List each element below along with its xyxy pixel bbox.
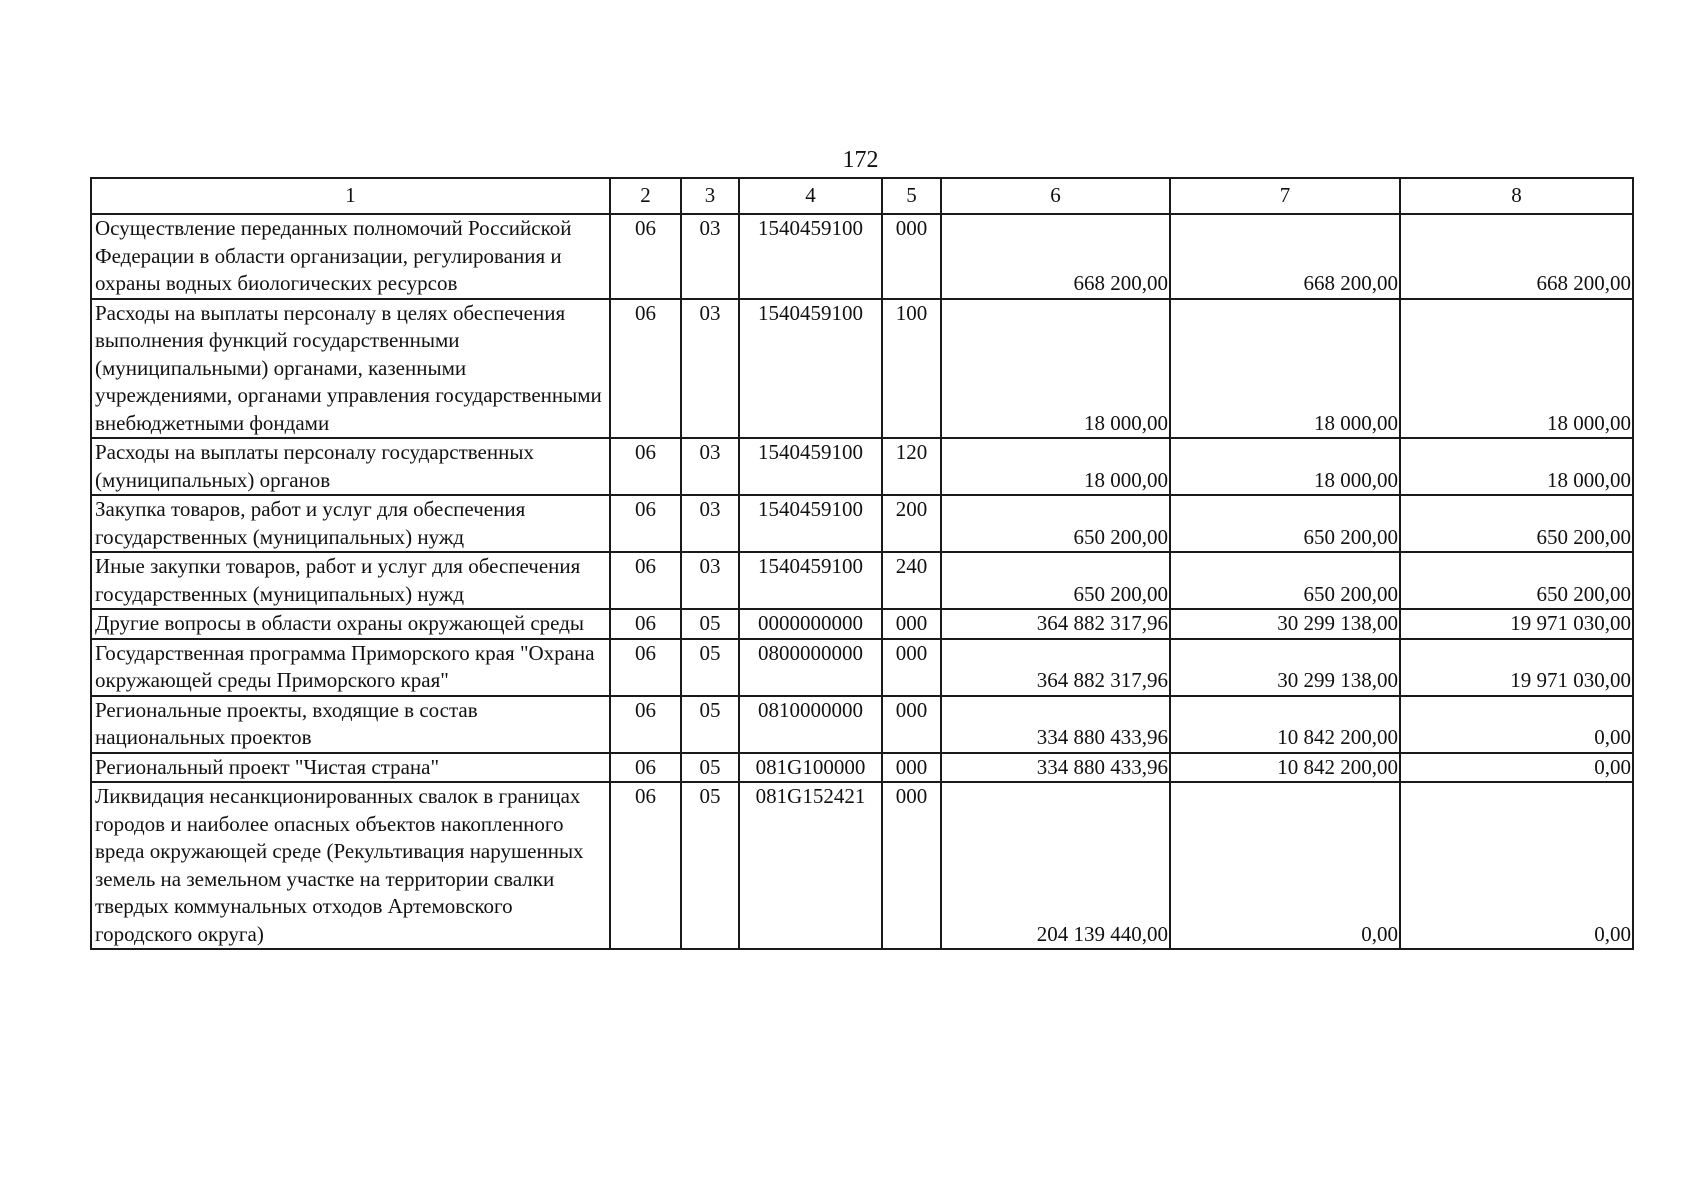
row-name-cell: Другие вопросы в области охраны окружающей среды	[91, 609, 610, 639]
row-name-cell: Иные закупки товаров, работ и услуг для обеспечения государственных (муниципальных) нужд	[91, 552, 610, 609]
row-amount-col7-cell: 18 000,00	[1170, 438, 1400, 495]
row-amount-col6-cell: 650 200,00	[941, 552, 1170, 609]
row-amount-col7-cell: 650 200,00	[1170, 552, 1400, 609]
row-amount-col6-cell: 204 139 440,00	[941, 782, 1170, 949]
row-amount-col6-cell: 18 000,00	[941, 438, 1170, 495]
row-subsection-cell: 03	[681, 214, 739, 299]
row-target-code-cell: 1540459100	[739, 299, 882, 439]
table-row	[91, 438, 1633, 495]
row-expense-type-cell: 000	[882, 782, 941, 949]
row-name-cell: Региональные проекты, входящие в состав национальных проектов	[91, 696, 610, 753]
row-name-cell: Расходы на выплаты персоналу в целях обеспечения выполнения функций государственными (муниципальными) органами, казенными учреждениями, органами управления государственными внебюджетными фондами	[91, 299, 610, 439]
row-expense-type-cell: 000	[882, 639, 941, 696]
row-amount-col6-cell: 364 882 317,96	[941, 609, 1170, 639]
row-amount-col8-cell: 650 200,00	[1400, 495, 1633, 552]
row-target-code-cell: 0000000000	[739, 609, 882, 639]
table-row	[91, 299, 1633, 439]
header-cell-6: 6	[941, 178, 1170, 214]
row-amount-col6-cell: 334 880 433,96	[941, 696, 1170, 753]
row-amount-col8-cell: 19 971 030,00	[1400, 639, 1633, 696]
budget-table	[90, 177, 1634, 950]
table-row	[91, 782, 1633, 949]
row-subsection-cell: 05	[681, 696, 739, 753]
row-expense-type-cell: 000	[882, 214, 941, 299]
row-section-cell: 06	[610, 495, 681, 552]
row-amount-col8-cell: 18 000,00	[1400, 438, 1633, 495]
table-row	[91, 552, 1633, 609]
header-cell-5: 5	[882, 178, 941, 214]
row-amount-col6-cell: 650 200,00	[941, 495, 1170, 552]
row-amount-col7-cell: 30 299 138,00	[1170, 609, 1400, 639]
row-amount-col7-cell: 30 299 138,00	[1170, 639, 1400, 696]
row-subsection-cell: 03	[681, 299, 739, 439]
row-amount-col8-cell: 0,00	[1400, 782, 1633, 949]
row-target-code-cell: 1540459100	[739, 552, 882, 609]
row-amount-col8-cell: 0,00	[1400, 753, 1633, 783]
row-expense-type-cell: 240	[882, 552, 941, 609]
row-subsection-cell: 03	[681, 438, 739, 495]
row-amount-col7-cell: 668 200,00	[1170, 214, 1400, 299]
header-cell-4: 4	[739, 178, 882, 214]
row-amount-col6-cell: 364 882 317,96	[941, 639, 1170, 696]
row-target-code-cell: 0810000000	[739, 696, 882, 753]
table-body	[91, 178, 1633, 949]
row-amount-col8-cell: 650 200,00	[1400, 552, 1633, 609]
row-amount-col7-cell: 10 842 200,00	[1170, 696, 1400, 753]
row-name-cell: Осуществление переданных полномочий Российской Федерации в области организации, регулирования и охраны водных биологических ресурсов	[91, 214, 610, 299]
row-amount-col8-cell: 19 971 030,00	[1400, 609, 1633, 639]
table-row	[91, 753, 1633, 783]
row-expense-type-cell: 000	[882, 609, 941, 639]
header-cell-1: 1	[91, 178, 610, 214]
row-name-cell: Закупка товаров, работ и услуг для обеспечения государственных (муниципальных) нужд	[91, 495, 610, 552]
row-amount-col7-cell: 0,00	[1170, 782, 1400, 949]
row-section-cell: 06	[610, 299, 681, 439]
row-amount-col7-cell: 650 200,00	[1170, 495, 1400, 552]
row-section-cell: 06	[610, 214, 681, 299]
table-row	[91, 639, 1633, 696]
header-cell-2: 2	[610, 178, 681, 214]
row-amount-col8-cell: 18 000,00	[1400, 299, 1633, 439]
row-section-cell: 06	[610, 438, 681, 495]
row-section-cell: 06	[610, 782, 681, 949]
row-amount-col6-cell: 668 200,00	[941, 214, 1170, 299]
row-name-cell: Расходы на выплаты персоналу государственных (муниципальных) органов	[91, 438, 610, 495]
row-amount-col6-cell: 18 000,00	[941, 299, 1170, 439]
row-target-code-cell: 1540459100	[739, 438, 882, 495]
page-number: 172	[842, 147, 879, 173]
table-row	[91, 696, 1633, 753]
table-row	[91, 609, 1633, 639]
row-target-code-cell: 0800000000	[739, 639, 882, 696]
row-name-cell: Региональный проект "Чистая страна"	[91, 753, 610, 783]
header-cell-3: 3	[681, 178, 739, 214]
row-subsection-cell: 03	[681, 495, 739, 552]
row-subsection-cell: 05	[681, 639, 739, 696]
row-target-code-cell: 081G100000	[739, 753, 882, 783]
row-expense-type-cell: 200	[882, 495, 941, 552]
row-expense-type-cell: 000	[882, 696, 941, 753]
row-subsection-cell: 05	[681, 753, 739, 783]
row-section-cell: 06	[610, 552, 681, 609]
row-target-code-cell: 1540459100	[739, 495, 882, 552]
header-cell-8: 8	[1400, 178, 1633, 214]
table-row	[91, 214, 1633, 299]
row-name-cell: Ликвидация несанкционированных свалок в границах городов и наиболее опасных объектов накопленного вреда окружающей среде (Рекультивация нарушенных земель на земельном участке на территории свалки твердых коммунальных отходов Артемовского городского округа)	[91, 782, 610, 949]
row-amount-col7-cell: 10 842 200,00	[1170, 753, 1400, 783]
row-target-code-cell: 081G152421	[739, 782, 882, 949]
row-amount-col8-cell: 668 200,00	[1400, 214, 1633, 299]
row-amount-col6-cell: 334 880 433,96	[941, 753, 1170, 783]
row-subsection-cell: 05	[681, 609, 739, 639]
row-name-cell: Государственная программа Приморского края "Охрана окружающей среды Приморского края"	[91, 639, 610, 696]
row-subsection-cell: 03	[681, 552, 739, 609]
row-subsection-cell: 05	[681, 782, 739, 949]
header-cell-7: 7	[1170, 178, 1400, 214]
row-section-cell: 06	[610, 753, 681, 783]
row-target-code-cell: 1540459100	[739, 214, 882, 299]
row-expense-type-cell: 120	[882, 438, 941, 495]
row-amount-col8-cell: 0,00	[1400, 696, 1633, 753]
row-section-cell: 06	[610, 696, 681, 753]
row-expense-type-cell: 000	[882, 753, 941, 783]
header-row	[91, 178, 1633, 214]
row-section-cell: 06	[610, 609, 681, 639]
table-row	[91, 495, 1633, 552]
row-amount-col7-cell: 18 000,00	[1170, 299, 1400, 439]
row-section-cell: 06	[610, 639, 681, 696]
row-expense-type-cell: 100	[882, 299, 941, 439]
